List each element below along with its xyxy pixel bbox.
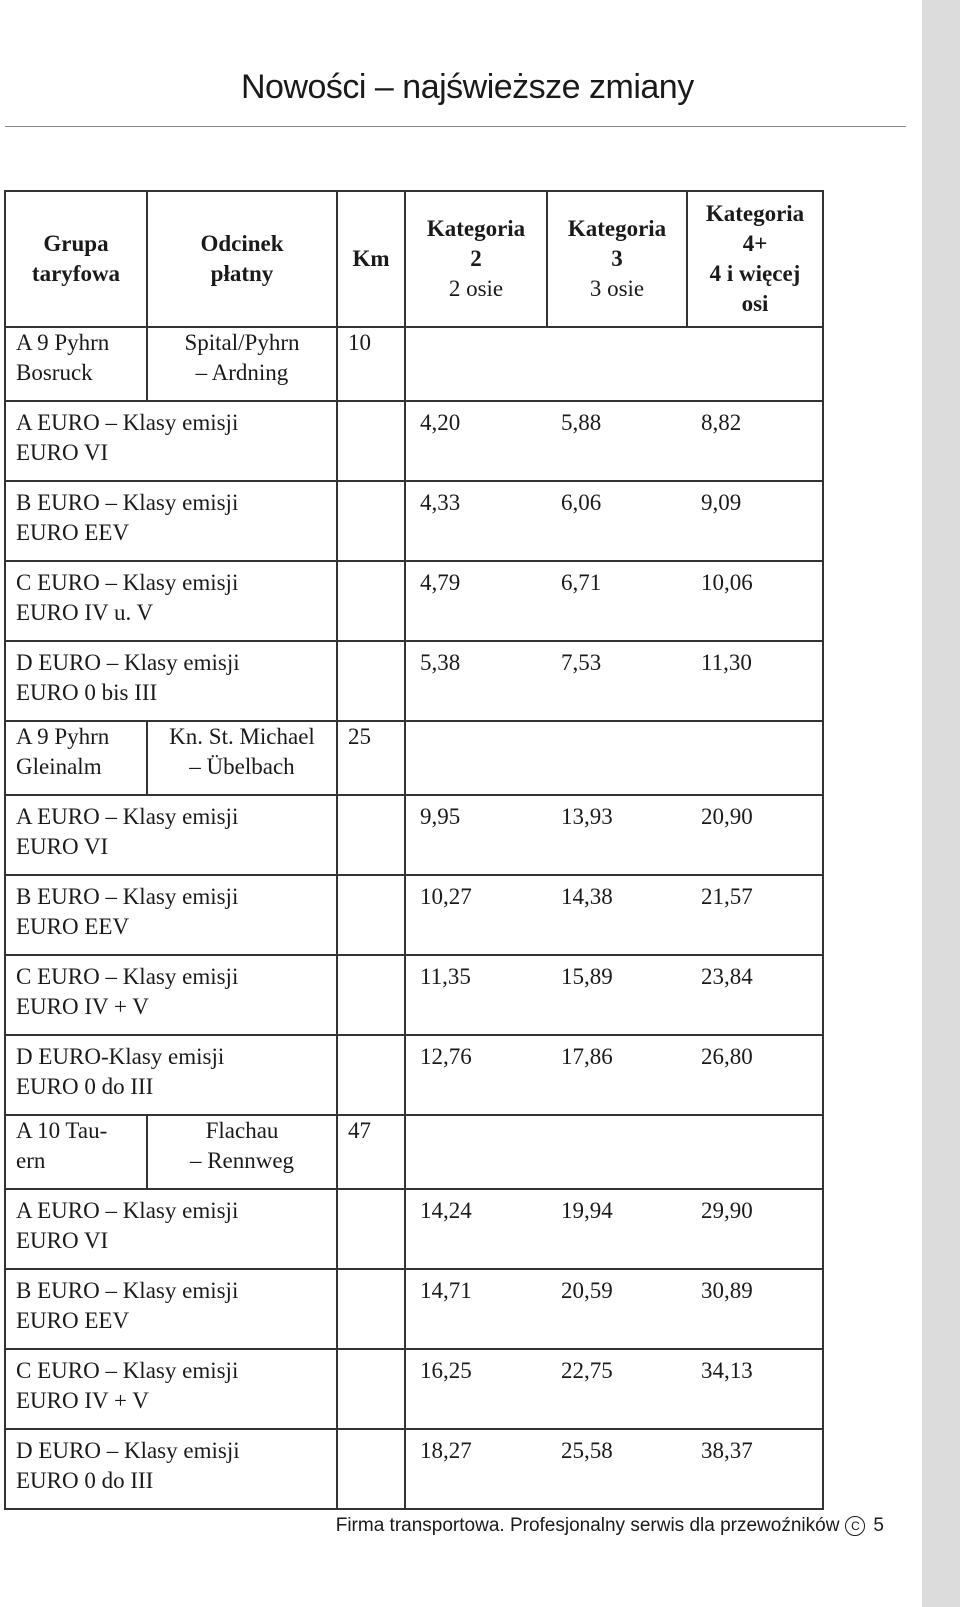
header-cat4-line: 4 i więcej: [709, 261, 801, 286]
price-cat3: 6,06: [547, 481, 687, 561]
price-cat3: 13,93: [547, 795, 687, 875]
emission-class-line: B EURO – Klasy emisji: [16, 490, 239, 515]
price-cat4: 34,13: [687, 1349, 823, 1429]
emission-class-line: EURO EEV: [16, 914, 130, 939]
header-cat3-line: 3: [611, 246, 623, 271]
tariff-row: [5, 795, 823, 875]
route-section-cell: [147, 1115, 337, 1189]
emission-class-cell: [5, 481, 337, 561]
header-group: [5, 191, 147, 327]
price-cat2: 5,38: [405, 641, 547, 721]
price-cat4: 26,80: [687, 1035, 823, 1115]
route-section-cell: [147, 327, 337, 401]
price-cat4: 10,06: [687, 561, 823, 641]
price-cat3: 5,88: [547, 401, 687, 481]
header-cat2-line: 2 osie: [448, 276, 504, 301]
route-group-line: A 9 Pyhrn: [16, 330, 110, 355]
toll-tariff-table: [4, 190, 824, 1510]
km-blank: [337, 1269, 405, 1349]
page-footer: [336, 1515, 884, 1537]
km-blank: [337, 1189, 405, 1269]
km-blank: [337, 561, 405, 641]
header-cat4-line: 4+: [742, 231, 768, 256]
route-row: [5, 1115, 823, 1189]
km-blank: [337, 1349, 405, 1429]
route-group-line: ern: [16, 1148, 46, 1173]
route-km-cell: 47: [337, 1115, 405, 1189]
route-section-line: – Rennweg: [189, 1148, 295, 1173]
price-cat2: 4,20: [405, 401, 547, 481]
emission-class-line: D EURO – Klasy emisji: [16, 1438, 240, 1463]
km-blank: [337, 641, 405, 721]
header-cat3-line: Kategoria: [567, 216, 667, 241]
header-section: [147, 191, 337, 327]
emission-class-line: B EURO – Klasy emisji: [16, 884, 239, 909]
tariff-row: [5, 1189, 823, 1269]
emission-class-cell: [5, 955, 337, 1035]
price-cat4: 29,90: [687, 1189, 823, 1269]
header-km: [337, 191, 405, 327]
header-cat4: [687, 191, 823, 327]
emission-class-cell: [5, 1269, 337, 1349]
emission-class-cell: [5, 1035, 337, 1115]
emission-class-line: A EURO – Klasy emisji: [16, 804, 239, 829]
emission-class-cell: [5, 795, 337, 875]
price-cat3: 17,86: [547, 1035, 687, 1115]
header-section-line: Odcinek płatny: [200, 231, 284, 286]
header-divider: [5, 126, 906, 127]
tariff-row: [5, 1429, 823, 1509]
price-cat4: 38,37: [687, 1429, 823, 1509]
price-cat4: 30,89: [687, 1269, 823, 1349]
route-km-cell: 25: [337, 721, 405, 795]
header-cat4-line: Kategoria: [705, 201, 805, 226]
emission-class-line: EURO EEV: [16, 520, 130, 545]
route-section-line: – Ardning: [195, 360, 289, 385]
price-cat3: 7,53: [547, 641, 687, 721]
emission-class-cell: [5, 401, 337, 481]
price-cat2: 10,27: [405, 875, 547, 955]
route-group-cell: [5, 327, 147, 401]
emission-class-cell: [5, 1189, 337, 1269]
header-cat4-line: osi: [741, 291, 769, 316]
header-km-line: Km: [352, 246, 390, 271]
header-group-line: Grupa taryfowa: [31, 231, 121, 286]
route-prices-blank: [405, 1115, 823, 1189]
emission-class-line: D EURO – Klasy emisji: [16, 650, 240, 675]
route-section-line: Flachau: [205, 1118, 279, 1143]
price-cat4: 11,30: [687, 641, 823, 721]
emission-class-line: EURO VI: [16, 834, 109, 859]
price-cat3: 19,94: [547, 1189, 687, 1269]
tariff-row: [5, 561, 823, 641]
emission-class-line: EURO VI: [16, 1228, 109, 1253]
route-section-line: Kn. St. Michael: [169, 724, 315, 749]
header-cat3: [547, 191, 687, 327]
price-cat4: 20,90: [687, 795, 823, 875]
header-cat3-line: 3 osie: [589, 276, 645, 301]
price-cat2: 4,33: [405, 481, 547, 561]
emission-class-line: B EURO – Klasy emisji: [16, 1278, 239, 1303]
copyright-icon: C: [845, 1516, 865, 1536]
route-section-line: – Übelbach: [189, 754, 295, 779]
emission-class-cell: [5, 641, 337, 721]
price-cat2: 18,27: [405, 1429, 547, 1509]
route-group-line: Gleinalm: [16, 754, 102, 779]
page-edge-band: [922, 0, 960, 1607]
emission-class-cell: [5, 1429, 337, 1509]
km-blank: [337, 1035, 405, 1115]
route-row: [5, 721, 823, 795]
tariff-row: [5, 1349, 823, 1429]
price-cat4: 23,84: [687, 955, 823, 1035]
price-cat4: 9,09: [687, 481, 823, 561]
emission-class-cell: [5, 1349, 337, 1429]
header-cat2-line: 2: [470, 246, 482, 271]
route-prices-blank: [405, 721, 823, 795]
km-blank: [337, 875, 405, 955]
emission-class-line: EURO IV u. V: [16, 600, 154, 625]
tariff-row: [5, 481, 823, 561]
emission-class-line: EURO VI: [16, 440, 109, 465]
header-cat2-line: Kategoria: [426, 216, 526, 241]
route-group-line: A 9 Pyhrn: [16, 724, 110, 749]
price-cat3: 25,58: [547, 1429, 687, 1509]
price-cat3: 14,38: [547, 875, 687, 955]
route-prices-blank: [405, 327, 823, 401]
route-group-cell: [5, 721, 147, 795]
price-cat2: 9,95: [405, 795, 547, 875]
route-section-line: Spital/Pyhrn: [184, 330, 300, 355]
emission-class-line: C EURO – Klasy emisji: [16, 964, 239, 989]
price-cat4: 8,82: [687, 401, 823, 481]
km-blank: [337, 401, 405, 481]
price-cat3: 6,71: [547, 561, 687, 641]
table-header-row: [5, 191, 823, 327]
emission-class-line: EURO 0 do III: [16, 1468, 154, 1493]
page-title: Nowości – najświeższe zmiany: [241, 68, 694, 106]
emission-class-line: A EURO – Klasy emisji: [16, 1198, 239, 1223]
emission-class-line: EURO IV + V: [16, 994, 149, 1019]
header-cat2: [405, 191, 547, 327]
tariff-row: [5, 955, 823, 1035]
price-cat2: 11,35: [405, 955, 547, 1035]
price-cat2: 12,76: [405, 1035, 547, 1115]
km-blank: [337, 481, 405, 561]
price-cat2: 14,24: [405, 1189, 547, 1269]
price-cat3: 15,89: [547, 955, 687, 1035]
tariff-row: [5, 1035, 823, 1115]
route-group-line: Bosruck: [16, 360, 93, 385]
route-group-cell: [5, 1115, 147, 1189]
emission-class-line: A EURO – Klasy emisji: [16, 410, 239, 435]
price-cat2: 14,71: [405, 1269, 547, 1349]
tariff-row: [5, 875, 823, 955]
emission-class-cell: [5, 875, 337, 955]
km-blank: [337, 1429, 405, 1509]
footer-text: Firma transportowa. Profesjonalny serwis dla przewoźników: [335, 1515, 840, 1536]
emission-class-line: C EURO – Klasy emisji: [16, 570, 239, 595]
emission-class-line: C EURO – Klasy emisji: [16, 1358, 239, 1383]
tariff-row: [5, 641, 823, 721]
emission-class-line: D EURO-Klasy emisji: [16, 1044, 225, 1069]
km-blank: [337, 955, 405, 1035]
emission-class-line: EURO EEV: [16, 1308, 130, 1333]
price-cat3: 20,59: [547, 1269, 687, 1349]
route-km-cell: 10: [337, 327, 405, 401]
route-row: [5, 327, 823, 401]
route-group-line: A 10 Tau-: [16, 1118, 108, 1143]
tariff-row: [5, 1269, 823, 1349]
emission-class-line: EURO 0 do III: [16, 1074, 154, 1099]
emission-class-cell: [5, 561, 337, 641]
route-section-cell: [147, 721, 337, 795]
page-number: 5: [873, 1515, 884, 1536]
emission-class-line: EURO 0 bis III: [16, 680, 158, 705]
price-cat3: 22,75: [547, 1349, 687, 1429]
emission-class-line: EURO IV + V: [16, 1388, 149, 1413]
price-cat2: 4,79: [405, 561, 547, 641]
tariff-row: [5, 401, 823, 481]
price-cat4: 21,57: [687, 875, 823, 955]
price-cat2: 16,25: [405, 1349, 547, 1429]
km-blank: [337, 795, 405, 875]
